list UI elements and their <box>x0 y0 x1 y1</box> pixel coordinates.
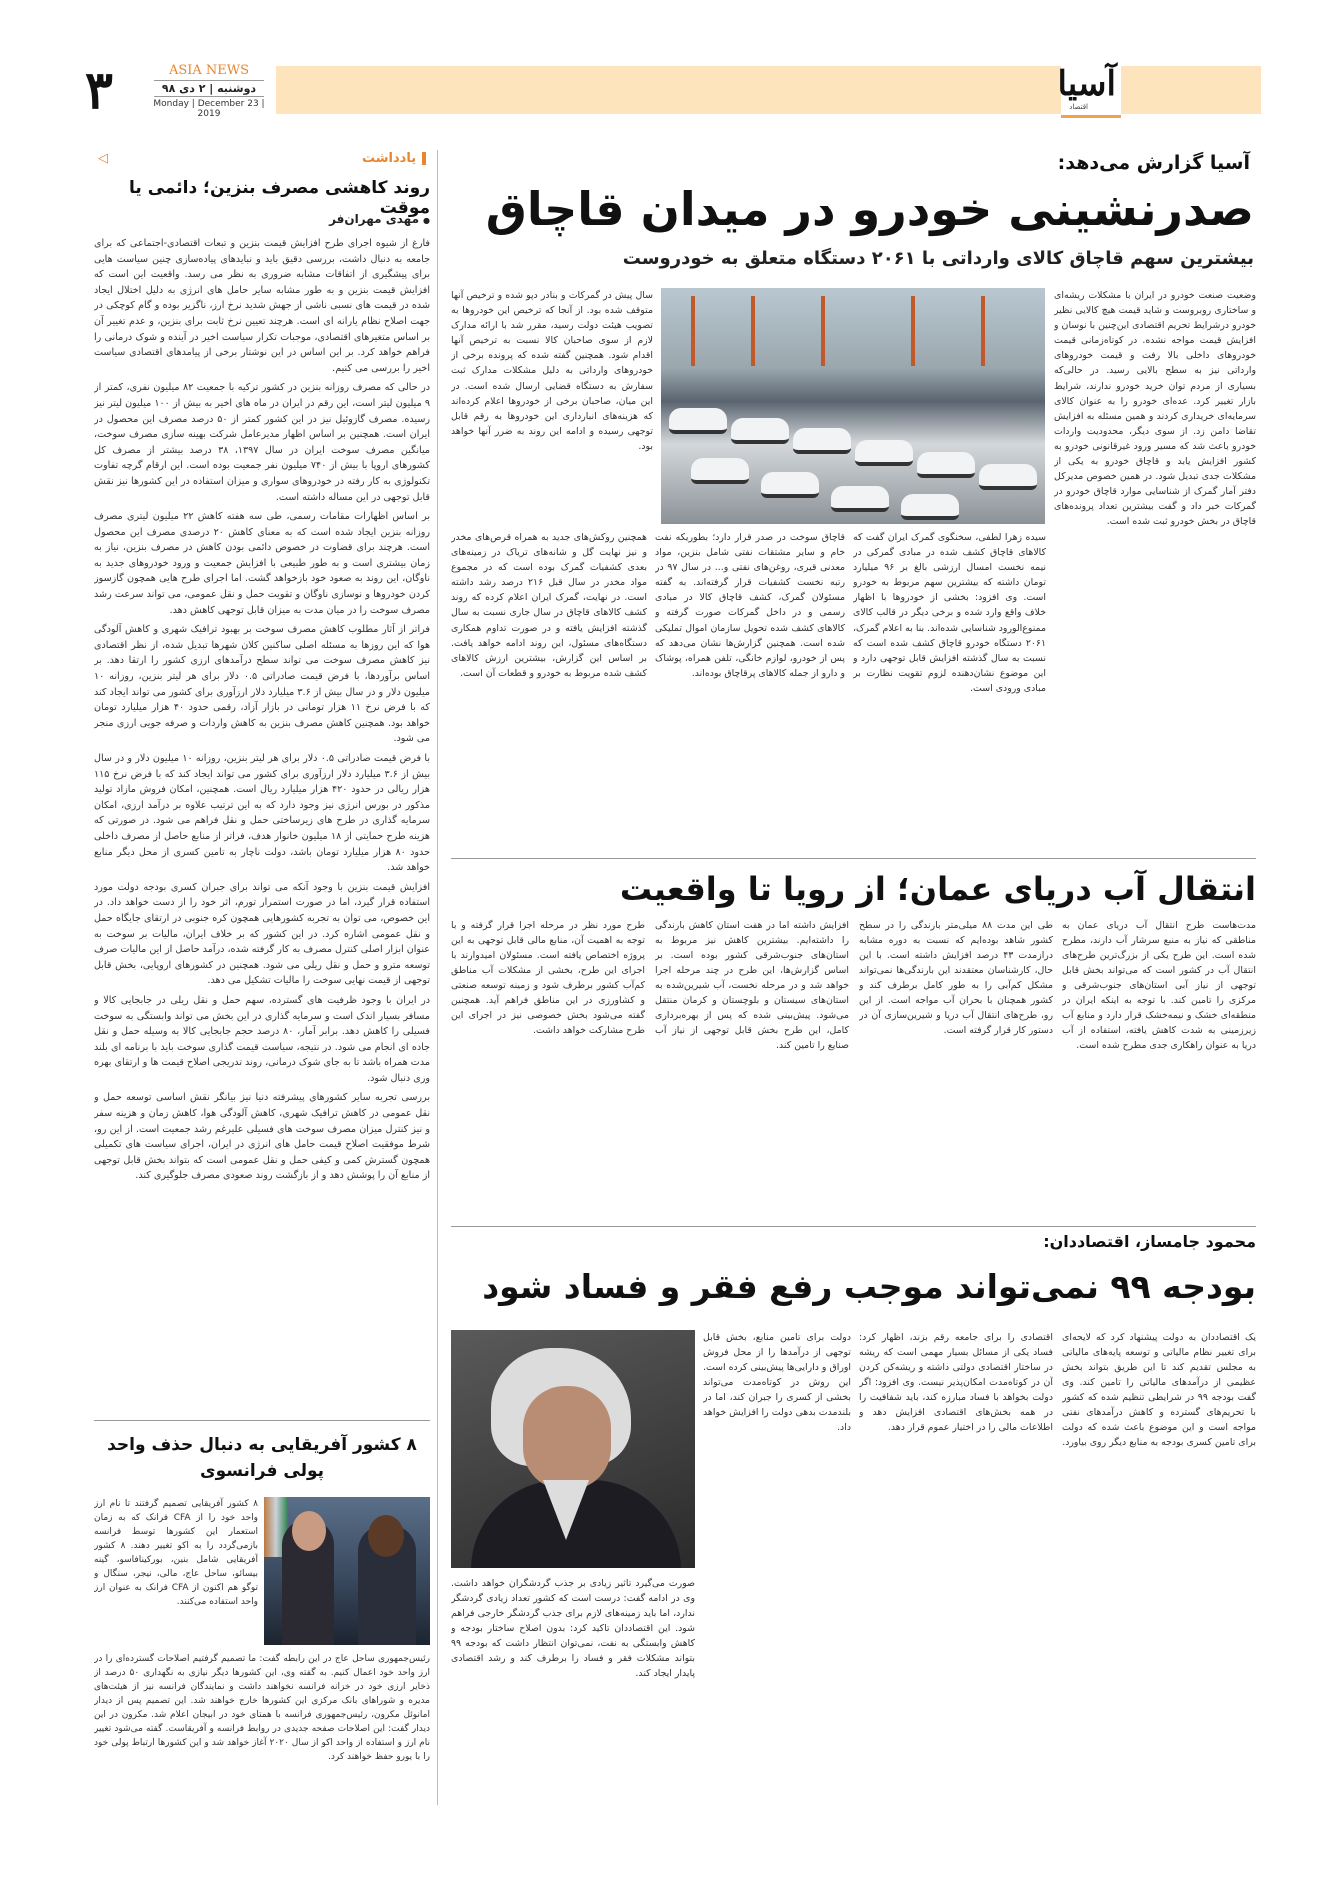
lead-column-5: سیده زهرا لطفی، سخنگوی گمرک ایران گفت که کالاهای قاچاق کشف شده در مبادی گمرکی در نیمه نخست امسال ارزشی بالغ بر ۹۶ میلیارد تومان داشته که بیشترین سهم مربوط به خودرو است. وی افزود: بخشی از خودروها با اظهار خلاف واقع وارد شده و برخی دیگر در قالب کالای ممنوع‌الورود شناسایی شده‌اند. بنا به اعلام گمرک، ۲۰۶۱ دستگاه خودرو قاچاق کشف شده است که نسبت به سال گذشته افزایش قابل توجهی دارد و این موضوع نشان‌دهنده لزوم تقویت نظارت بر مبادی ورودی است. <box>853 532 1046 694</box>
lead-kicker: آسیا گزارش می‌دهد: <box>1057 152 1250 174</box>
water-column-4: طرح مورد نظر در مرحله اجرا قرار گرفته و با توجه به اهمیت آن، منابع مالی قابل توجهی به این پروژه اختصاص یافته است. مسئولان امیدوارند با اجرای این طرح، بخشی از مشکلات آب مناطق کم‌آب کشور برطرف شود و زمینه توسعه صنعتی و کشاورزی در این مناطق فراهم آید. همچنین گفته می‌شود بخش خصوصی نیز در اجرای این طرح مشارکت خواهد داشت. <box>451 920 645 1036</box>
masthead-info <box>148 63 270 119</box>
opinion-paragraph: در حالی که مصرف روزانه بنزین در کشور ترکیه با جمعیت ۸۲ میلیون نفری، کمتر از ۹ میلیون لیتر است، این رقم در ایران در ماه های اخیر به بیش از ۱۰۰ میلیون لیتر نیز رسیده. مصرف گازوئیل نیز در این کشور کمتر از ۵۰ درصد مصرف این محصول در ایران است. همچنین بر اساس اظهار مدیرعامل شرکت بهینه سازی مصرف سوخت، میانگین مصرف سوخت ایران در سال ۱۳۹۷، ۳۸ درصد بیشتر از مصرف کل کشورهای اروپا با بیش از ۷۴۰ میلیون نفر جمعیت بوده است. این ارقام گرچه تفاوت تکنولوژی به کار رفته در خودروهای سواری و میزان استفاده در این کشورها نیز نقش قابل توجهی در این مساله داشته است. <box>94 382 430 503</box>
water-column-1: مدت‌هاست طرح انتقال آب دریای عمان به مناطقی که نیاز به منبع سرشار آب دارند، مطرح شده است. این طرح یکی از بزرگ‌ترین طرح‌های انتقال آب در کشور است که می‌تواند بخش قابل توجهی از نیاز آبی استان‌های جنوب‌شرقی و مرکزی را تامین کند. با توجه به اینکه ایران در منطقه‌ای خشک و نیمه‌خشک قرار دارد و منابع آب زیرزمینی به شدت کاهش یافته، استفاده از آب دریا به عنوان راهکاری جدی مطرح شده است. <box>1062 920 1256 1051</box>
africa-photo <box>264 1497 430 1645</box>
lead-column-1: وضعیت صنعت خودرو در ایران با مشکلات ریشه‌ای و ساختاری روبروست و شاید قیمت هیچ کالایی نظیر خودرو درشرایط تحریم اقتصادی این‌چنین با نوسان و افزایش قیمت مواجه نشده. در کوتاه‌زمانی قیمت خودروهای داخلی بالا رفت و قیمت خودروهای وارداتی نیز به سطح بالایی رسید. در حالی‌که بسیاری از مردم توان خرید خودرو ندارند، شرایط بازار تغییر کرد. عده‌ای خودرو را به عنوان کالای سرمایه‌ای خریداری کردند و همین مسئله به افزایش تقاضا دامن زد. از سوی دیگر، محدودیت واردات خودرو باعث شد که مسیر ورود غیرقانونی خودرو به کشور افزایش یابد و قاچاق خودرو به یکی از مشکلات جدی تبدیل شود. در همین خصوص مدیرکل دفتر آمار گمرک از شناسایی موارد قاچاق خودرو در گمرکات خبر داد و گفت بیشترین تعداد پرونده‌های قاچاق در بخش خودرو ثبت شده است. <box>1054 290 1256 528</box>
divider <box>451 1226 1256 1227</box>
budget-column-4: صورت می‌گیرد تاثیر زیادی بر جذب گردشگران خواهد داشت. وی در ادامه گفت: درست است که کشور تعداد زیادی گردشگر ندارد، اما باید زمینه‌های لازم برای جذب گردشگر خارجی فراهم شود. این اقتصاددان تاکید کرد: بدون اصلاح ساختار بودجه و کاهش وابستگی به نفت، نمی‌توان انتظار داشت که بودجه ۹۹ بتواند مشکلات فقر و فساد را برطرف کند و رشد اقتصادی پایدار ایجاد کند. <box>451 1578 695 1679</box>
lead-subtitle: بیشترین سهم قاچاق کالای وارداتی با ۲۰۶۱ دستگاه متعلق به خودروست <box>622 248 1254 269</box>
paper-name: ASIA NEWS <box>168 63 250 78</box>
lead-column-4: قاچاق سوخت در صدر قرار دارد؛ بطوریکه نفت خام و سایر مشتقات نفتی شامل بنزین، مواد معدنی قیری، روغن‌های نفتی و... در سال ۹۷ در رتبه نخست کشفیات قرار گرفته‌اند. به گفته مسئولان گمرک، کشف قاچاق کالا در مبادی رسمی و در داخل گمرکات صورت گرفته و کالاهای کشف شده تحویل سازمان اموال تملیکی شده است. همچنین گزارش‌ها نشان می‌دهد که پس از خودرو، لوازم خانگی، تلفن همراه، پوشاک و دارو از جمله کالاهای پرقاچاق بوده‌اند. <box>655 532 845 679</box>
lead-column-3: همچنین روکش‌های جدید به همراه قرص‌های مخدر و نیز نهایت گل و شانه‌های تریاک در زمینه‌های بعدی کشفیات گمرک بوده است که در مجموع مواد مخدر در سال قبل ۲۱۶ درصد رشد داشته است. در نهایت، گمرک ایران اعلام کرده که روند کشف کالاهای قاچاق در سال جاری نسبت به سال گذشته افزایش یافته و در صورت تداوم همکاری دستگاه‌های مسئول، این روند ادامه خواهد یافت. بر اساس این گزارش، بیشترین ارزش کالاهای کشف شده مربوط به خودرو و قطعات آن است. <box>451 532 647 679</box>
date-persian: دوشنبه | ۲ دی ۹۸ <box>154 80 264 97</box>
budget-kicker: محمود جامساز، اقتصاددان: <box>1043 1232 1256 1251</box>
page-number: ۳ <box>85 60 113 121</box>
divider <box>451 858 1256 859</box>
budget-column-3: دولت برای تامین منابع، بخش قابل توجهی از درآمدها را از محل فروش اوراق و دارایی‌ها پیش‌بینی کرده است. این روش در کوتاه‌مدت می‌تواند بخشی از کسری را جبران کند، اما در بلندمدت بدهی دولت را افزایش خواهد داد. <box>703 1332 851 1433</box>
logo-text: آسیا <box>1057 64 1116 104</box>
water-column-3: افزایش داشته اما در هفت استان کاهش بارندگی را داشته‌ایم. بیشترین کاهش نیز مربوط به استان‌های جنوب‌شرقی کشور بوده است. بر اساس گزارش‌ها، این طرح در چند مرحله اجرا خواهد شد و در مرحله نخست، آب شیرین‌شده به استان‌های سیستان و بلوچستان و کرمان منتقل می‌شود. پیش‌بینی شده که پس از بهره‌برداری کامل، این طرح بخش قابل توجهی از نیاز آب صنایع را تامین کند. <box>655 920 849 1051</box>
opinion-title: روند کاهشی مصرف بنزین؛ دائمی یا موقت <box>129 178 430 218</box>
opinion-paragraph: در ایران با وجود ظرفیت های گسترده، سهم حمل و نقل ریلی در جابجایی کالا و مسافر بسیار اندک است و سرمایه گذاری در این بخش می تواند وابستگی به سوخت فسیلی را کاهش دهد. برابر آمار، ۸۰ درصد حجم جابجایی کالا به وسیله حمل و نقل جاده ای انجام می شود. در نتیجه، سیاست قیمت گذاری سوخت باید با برنامه ای بلند مدت همراه باشد تا به جای شوک درمانی، روند تدریجی اصلاح قیمت ها و ارتقای بهره وری دنبال شود. <box>94 994 430 1084</box>
opinion-paragraph: افزایش قیمت بنزین با وجود آنکه می تواند برای جبران کسری بودجه دولت مورد استفاده قرار گیرد، اما در صورت استمرار تورم، اثر خود را از دست خواهد داد. در این خصوص، می توان به تجربه کشورهایی همچون کره جنوبی در ارتقای جایگاه حمل و نقل عمومی اشاره کرد. در این کشور که بر خلاف ایران، مالیات بر سوخت به عنوان ابزار اصلی کنترل مصرف به کار گرفته شده، درآمد حاصل از این مالیات صرف توسعه مترو و حمل و نقل ریلی می شود. همچنین در کشورهای اروپایی، بخش قابل توجهی از قیمت نهایی سوخت را مالیات تشکیل می دهد. <box>94 881 430 987</box>
play-icon: ◁ <box>98 151 108 166</box>
opinion-paragraph: با فرض قیمت صادراتی ۰.۵ دلار برای هر لیتر بنزین، روزانه ۱۰ میلیون دلار و در سال بیش از ۳.۶ میلیارد دلار ارزآوری برای کشور می تواند ایجاد کند که با فرض نرخ ۱۱۵ هزار ریالی در حدود ۴۲۰ هزار میلیارد ریال است. همچنین، امکان فروش مازاد تولید مذکور در بورس انرژی نیز وجود دارد که به این ترتیب علاوه بر درآمد ارزی، امکان سرمایه گذاری در طرح های زیرساختی حمل و نقل فراهم می شود. در صورتی که هزینه طرح حمایتی از ۱۸ میلیون خانوار هدف، فراتر از منابع حاصل از مصرف داخلی حدود ۸۰ هزار میلیارد تومان باشد، دولت ناچار به تامین کسری از محل دیگر منابع خواهد شد. <box>94 753 430 874</box>
column-divider <box>437 150 438 1805</box>
opinion-paragraph: بررسی تجربه سایر کشورهای پیشرفته دنیا نیز بیانگر نقش اساسی توسعه حمل و نقل عمومی در کاهش ترافیک شهری، کاهش آلودگی هوا، کاهش زمان و هزینه سفر و نیز کنترل میزان مصرف سوخت های فسیلی علیرغم رشد جمعیت است. از این رو، شرط موفقیت اصلاح قیمت حامل های انرژی در ایران، اجرای سیاست های تکمیلی همچون گسترش کمی و کیفی حمل و نقل عمومی است که بتواند بخش قابل توجهی از منابع آن را پوشش دهد و از بازگشت روند صعودی مصرف جلوگیری کند. <box>94 1092 430 1182</box>
opinion-body <box>94 236 430 1408</box>
lead-headline[interactable]: صدرنشینی خودرو در میدان قاچاق <box>485 182 1254 236</box>
opinion-author: ● مهدی مهران‌فر <box>230 212 430 226</box>
opinion-paragraph: بر اساس اظهارات مقامات رسمی، طی سه هفته کاهش ۲۲ میلیون لیتری مصرف روزانه بنزین ایجاد شده است که به معنای کاهش ۲۰ درصدی مصرف این محصول است. هرچند برای قضاوت در خصوص دائمی بودن کاهش در مصرف بنزین، نیاز به زمان بیشتری است و به طور طبیعی با افزایش جمعیت و ورود خودروهای جدید به ناوگان، این روند به صعود خود بازخواهد گشت. اما اجرای طرح هایی همچون گازسوز کردن خودروها و نوسازی ناوگان و تقویت حمل و نقل عمومی، می تواند سرعت رشد مصرف سوخت را در میان مدت به میزان قابل توجهی کاهش دهد. <box>94 511 430 616</box>
lead-photo-cars-port <box>661 288 1045 524</box>
water-column-2: طی این مدت ۸۸ میلی‌متر بارندگی را در سطح کشور شاهد بوده‌ایم که نسبت به دوره مشابه درازمدت ۴۳ درصد افزایش داشته است. با این حال، کارشناسان معتقدند این بارندگی‌ها نمی‌تواند مشکل کم‌آبی را به طور کامل برطرف کند و کشور همچنان با بحران آب مواجه است. از این رو، طرح‌های انتقال آب دریا و شیرین‌سازی آن در دستور کار قرار گرفته است. <box>859 920 1053 1036</box>
budget-column-1: یک اقتصاددان به دولت پیشنهاد کرد که لایحه‌ای برای تغییر نظام مالیاتی و توسعه پایه‌های مالیاتی به مجلس تقدیم کند تا این طریق بتواند بخش عظیمی از درآمدهای مالیاتی را تامین کند. وی گفت بودجه ۹۹ در شرایطی تنظیم شده که کشور با تحریم‌های گسترده و کاهش درآمدهای نفتی مواجه است و این موضوع باعث شده که دولت برای تامین کسری بودجه به منابع دیگر روی بیاورد. <box>1062 1332 1256 1448</box>
budget-column-2: اقتصادی را برای جامعه رقم بزند، اظهار کرد: فساد یکی از مسائل بسیار مهمی است که ریشه در ساختار اقتصادی دولتی داشته و ریشه‌کن کردن آن در کوتاه‌مدت امکان‌پذیر نیست. وی افزود: اگر دولت بخواهد با فساد مبارزه کند، باید شفافیت را در همه بخش‌های اقتصادی افزایش دهد و اطلاعات مالی را در اختیار عموم قرار دهد. <box>859 1332 1053 1433</box>
logo-subtext: اقتصاد <box>1069 103 1088 111</box>
divider <box>94 1420 430 1421</box>
economist-portrait <box>451 1330 695 1568</box>
opinion-paragraph: فراتر از آثار مطلوب کاهش مصرف سوخت بر بهبود ترافیک شهری و کاهش آلودگی هوا که این روزها به مسئله اصلی ساکنین کلان شهرها تبدیل شده، از نظر اقتصادی نیز کاهش مصرف سوخت می تواند سطح درآمدهای ارزی کشور را ارتقا دهد. بر اساس برآوردها، با فرض قیمت صادراتی ۰.۵ دلار برای هر لیتر بنزین، روزانه ۱۰ میلیون دلار و در سال بیش از ۳.۶ میلیارد دلار ارزآوری برای کشور می تواند ایجاد کند که با فرض نرخ ۱۱ هزار تومانی در بازار آزاد، رقمی حدود ۴۰ هزار میلیارد تومان خواهد بود. همچنین کاهش مصرف بنزین به کاهش واردات و صرفه جویی ارزی منجر می شود. <box>94 624 430 745</box>
africa-body-continued: رئیس‌جمهوری ساحل عاج در این رابطه گفت: ما تصمیم گرفتیم اصلاحات گسترده‌ای را در ارز واحد خود اعمال کنیم. به گفته وی، این کشورها دیگر نیازی به نگهداری ۵۰ درصد از ذخایر ارزی خود در خزانه فرانسه نخواهند داشت و نمایندگان فرانسه نیز از هیئت‌های مدیره و شوراهای بانک مرکزی این کشورها خارج خواهند شد. این تصمیم پس از دیدار امانوئل مکرون، رئیس‌جمهوری فرانسه با همتای خود در ابیجان اعلام شد. مکرون در این دیدار گفت: این اصلاحات صفحه جدیدی در روابط فرانسه و آفریقاست. گفته می‌شود تغییر نام ارز و استفاده از واحد اکو از سال ۲۰۲۰ آغاز خواهد شد و این کشورها ارتباط پولی خود را با یورو حفظ خواهند کرد. <box>94 1654 430 1762</box>
africa-title: ۸ کشور آفریقایی به دنبال حذف واحد پولی فرانسوی <box>107 1435 417 1481</box>
date-english: Monday | December 23 | 2019 <box>153 99 265 119</box>
water-headline[interactable]: انتقال آب دریای عمان؛ از رویا تا واقعیت <box>619 870 1256 908</box>
opinion-paragraph: فارغ از شیوه اجرای طرح افزایش قیمت بنزین و تبعات اقتصادی-اجتماعی که برای جامعه به دنبال داشت، بررسی دقیق باید و نبایدهای پیاده‌سازی چنین سیاست هایی برای پیشگیری از اتفاقات مشابه ضروری به نظر می رسد. واقعیت این است که افزایش قیمت بنزین و به طور مشابه سایر حامل های انرژی به دلیل اختلال ایجاد شده در قیمت های نسبی ناشی از جهش شدید نرخ ارز، ناگزیر بوده و گام کوچکی در جهت اصلاح نظام یارانه ای است. هرچند تعیین نرخ ثابت برای بنزین، و عدم تغییر آن بر اساس متغیرهای اقتصادی، موجبات تکرار سیاست اخیر در آینده و شوک درمانی را فراهم خواهد کرد. بر این اساس در این نوشتار برخی از پیامدهای اقتصادی سیاست اخیر را بررسی می کنیم. <box>94 238 430 374</box>
budget-headline[interactable]: بودجه ۹۹ نمی‌تواند موجب رفع فقر و فساد شود <box>482 1267 1256 1306</box>
section-label: یادداشت <box>362 151 426 166</box>
lead-column-2: سال پیش در گمرکات و بنادر دپو شده و ترخیص آنها متوقف شده بود. از آنجا که ترخیص این خودروها به تصویب هیئت دولت رسید، مقرر شد با ارائه مدارک لازم از سوی صاحبان کالا نسبت به ترخیص آنها اقدام شود. همچنین گفته شده که پرونده برخی از خودروهای وارداتی به دلیل مشکلات مدارک ثبت سفارش به دستگاه قضایی ارسال شده است. در این میان، صاحبان برخی از خودروها اعلام کرده‌اند که هزینه‌های انبارداری این خودروها به رقم قابل توجهی رسیده و ادامه این روند به ضرر آنها خواهد بود. <box>451 290 653 452</box>
africa-body: ۸ کشور آفریقایی تصمیم گرفتند تا نام ارز واحد خود را از CFA فرانک که به زمان استعمار این کشورها توسط فرانسه بازمی‌گردد را به اکو تغییر دهند. ۸ کشور آفریقایی شامل بنین، بورکینافاسو، گینه بیسائو، ساحل عاج، مالی، نیجر، سنگال و توگو هم اکنون از CFA فرانک به عنوان ارز واحد استفاده می‌کنند. <box>94 1499 258 1607</box>
